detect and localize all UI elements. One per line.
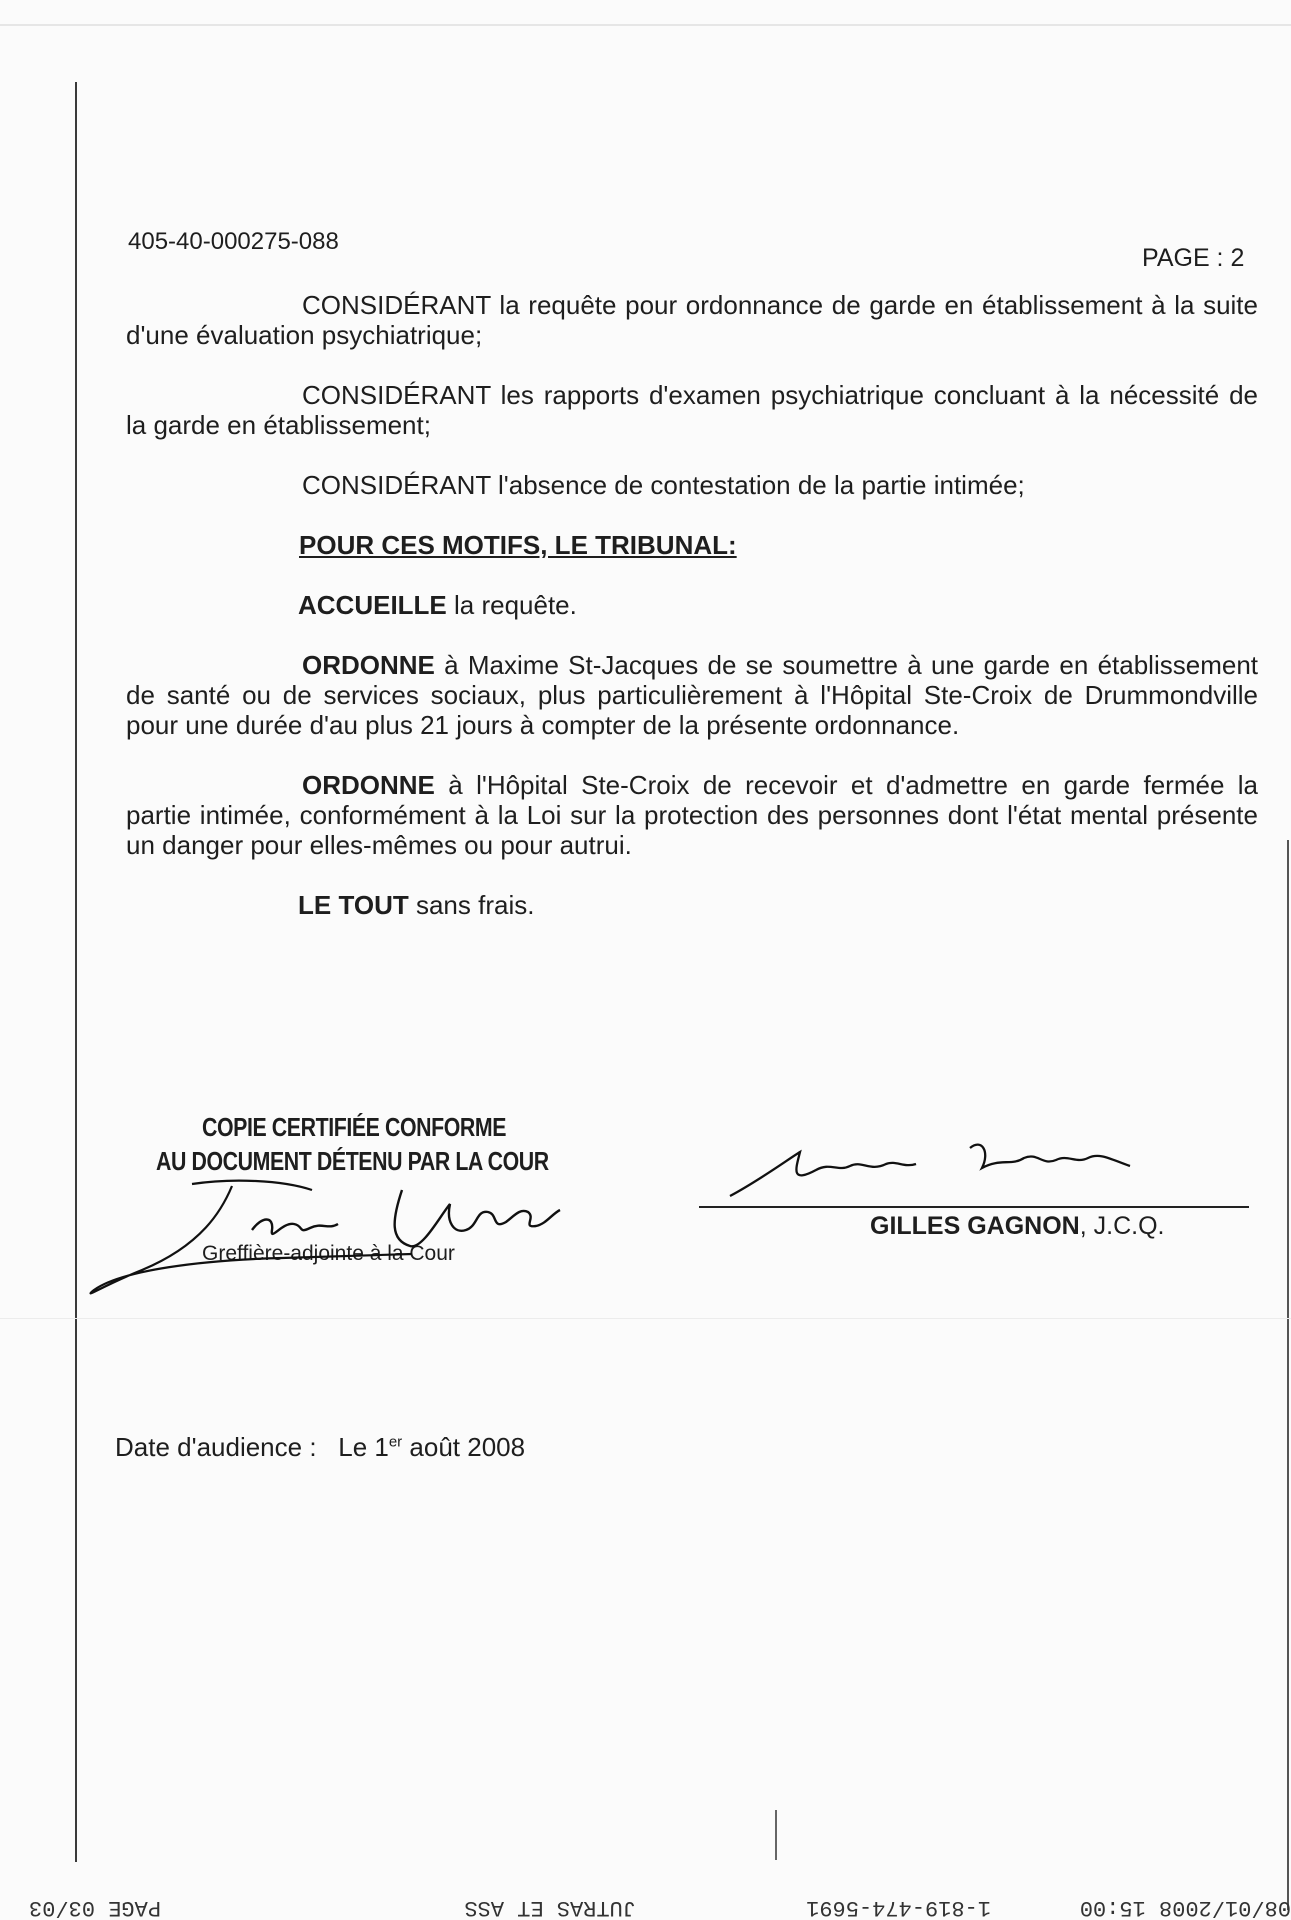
para-lead: CONSIDÉRANT: [302, 380, 491, 410]
fax-phone-strip: 1-819-474-5691: [806, 1895, 991, 1920]
motifs-heading: POUR CES MOTIFS, LE TRIBUNAL:: [299, 530, 737, 560]
para-text: les rapports d'examen psychiatrique concluant à la nécessité de la garde en établissement;: [126, 380, 1258, 440]
judge-title: , J.C.Q.: [1079, 1212, 1165, 1240]
hearing-date-suffix: août 2008: [402, 1432, 526, 1462]
considerant-paragraph-3: [126, 470, 1258, 500]
ruling-lead: ORDONNE: [302, 650, 435, 680]
ruling-lead: ACCUEILLE: [298, 590, 447, 620]
top-edge-line: [0, 24, 1291, 26]
ruling-text: la requête.: [446, 590, 577, 620]
ruling-text: à l'Hôpital Ste-Croix de recevoir et d'admettre en garde fermée la partie intimée, conformément à la Loi sur la protection des personnes dont l'état mental présente un danger pour elles-mêmes ou pour autrui.: [126, 770, 1258, 860]
hearing-label: Date d'audience :: [115, 1432, 317, 1462]
para-text: la requête pour ordonnance de garde en établissement à la suite d'une évaluation psychiatrique;: [126, 290, 1258, 350]
ruling-ordonne-1: [126, 650, 1258, 740]
judge-name-text: GILLES GAGNON: [870, 1212, 1080, 1240]
fold-line: [0, 1318, 1291, 1319]
ruling-lead: LE TOUT: [298, 890, 409, 920]
ruling-text: à Maxime St-Jacques de se soumettre à une garde en établissement de santé ou de services sociaux, plus particulièrement à l'Hôpital Ste-Croix de Drummondville pour une durée d'au plus 21 jours à compter de la présente ordonnance.: [126, 650, 1258, 740]
hearing-date-prefix: Le 1: [338, 1432, 389, 1462]
left-margin-line: [75, 82, 77, 1862]
ruling-accueille: [298, 590, 1258, 620]
judge-signature: [720, 1128, 1180, 1208]
ruling-ordonne-2: [126, 770, 1258, 860]
fax-date-time-strip: 08/01/2008 15:00: [1079, 1895, 1291, 1920]
para-lead: CONSIDÉRANT: [302, 470, 491, 500]
center-mark: [775, 1810, 777, 1860]
ruling-lead: ORDONNE: [302, 770, 435, 800]
clerk-signature: [82, 1150, 622, 1300]
para-text: l'absence de contestation de la partie intimée;: [490, 470, 1025, 500]
judge-signature-line: [699, 1206, 1249, 1208]
ruling-text: sans frais.: [408, 890, 535, 920]
hearing-date-sup: er: [388, 1433, 403, 1451]
file-reference: 405-40-000275-088: [128, 228, 339, 255]
stamp-line-1: COPIE CERTIFIÉE CONFORME: [202, 1112, 507, 1142]
right-edge-line: [1287, 840, 1289, 1910]
fax-footer-strip: [0, 1890, 1291, 1920]
clerk-role: Greffière-adjointe à la Cour: [202, 1242, 455, 1265]
page-number: PAGE : 2: [1142, 244, 1245, 272]
fax-page: PAGE 03/03: [28, 1895, 161, 1920]
ruling-le-tout: [298, 890, 1258, 920]
hearing-date: [115, 1432, 525, 1463]
para-lead: CONSIDÉRANT: [302, 290, 491, 320]
document-body: [126, 290, 1258, 950]
judge-name: [870, 1212, 1164, 1241]
stamp-line-2: AU DOCUMENT DÉTENU PAR LA COUR: [156, 1146, 549, 1176]
fax-company: JUTRAS ET ASS: [464, 1895, 636, 1920]
considerant-paragraph-2: [126, 380, 1258, 440]
considerant-paragraph-1: [126, 290, 1258, 350]
